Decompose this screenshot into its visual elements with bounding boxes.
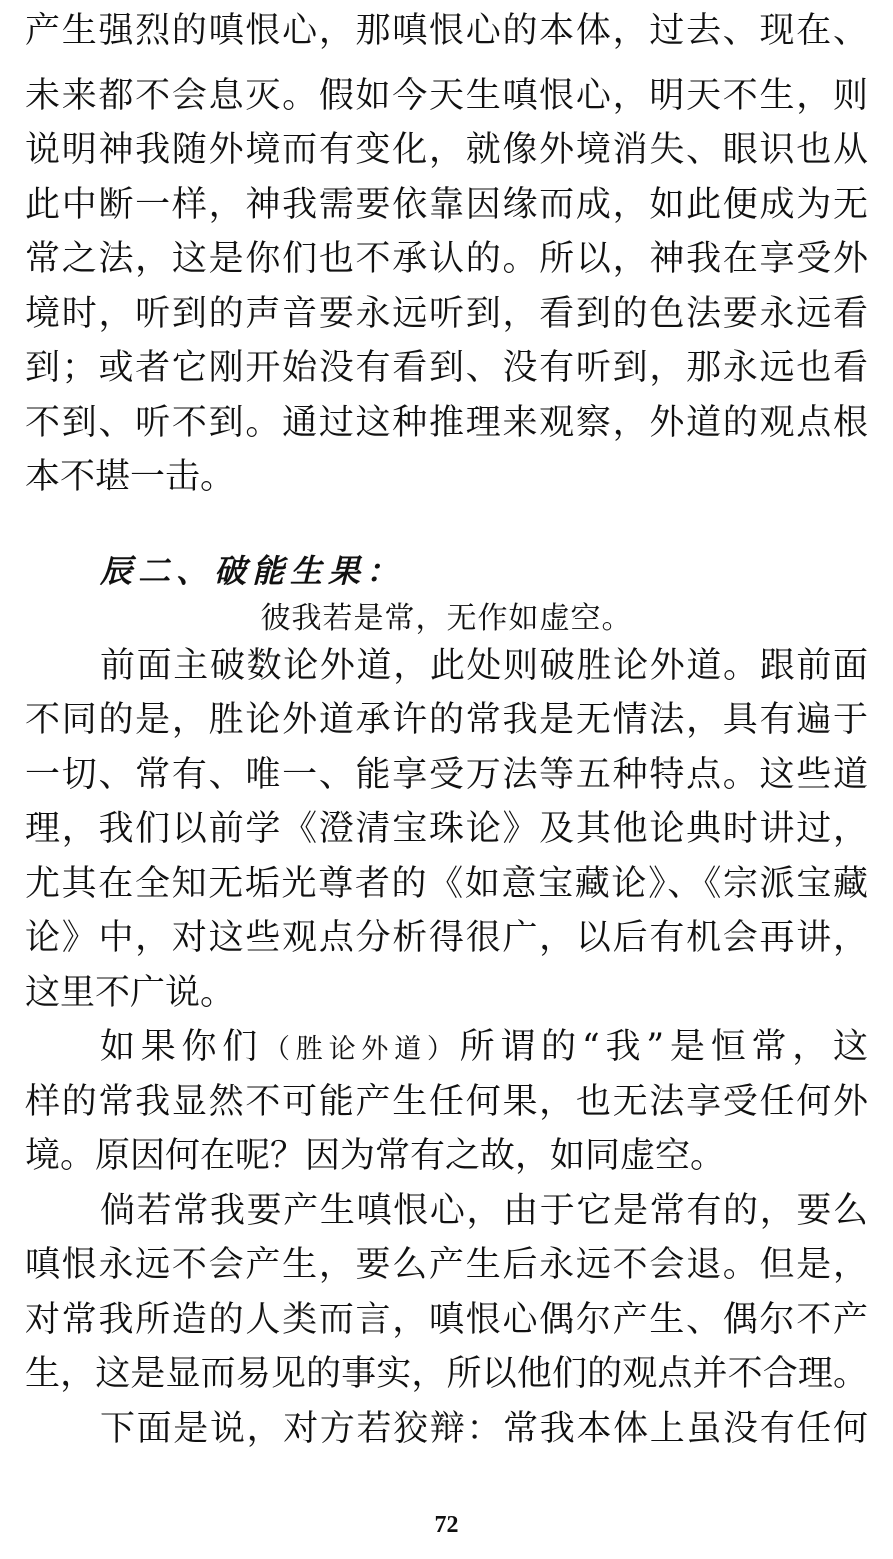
text-line: 常之法，这是你们也不承认的。所以，神我在享受外 <box>25 239 868 279</box>
page-number: 72 <box>434 1512 459 1538</box>
text-line: 嗔恨永远不会产生，要么产生后永远不会退。但是， <box>25 1245 868 1285</box>
text-fragment: 如果你们 <box>100 1027 264 1067</box>
text-line: 尤其在全知无垢光尊者的《如意宝藏论》、《宗派宝藏 <box>25 864 868 904</box>
text-line: 理，我们以前学《澄清宝珠论》及其他论典时讲过， <box>25 809 868 849</box>
text-line: 生，这是显而易见的事实，所以他们的观点并不合理。 <box>25 1354 868 1394</box>
text-line: 未来都不会息灭。假如今天生嗔恨心，明天不生，则 <box>25 76 868 116</box>
text-line: 境时，听到的声音要永远听到，看到的色法要永远看 <box>25 294 868 334</box>
text-line: 这里不广说。 <box>25 973 236 1013</box>
text-line: 说明神我随外境而有变化，就像外境消失、眼识也从 <box>25 130 868 170</box>
section-heading: 辰二、破能生果： <box>100 552 405 590</box>
text-line: 论》中，对这些观点分析得很广，以后有机会再讲， <box>25 918 868 958</box>
text-line: 产生强烈的嗔恨心，那嗔恨心的本体，过去、现在、 <box>25 11 868 51</box>
text-line: 到；或者它刚开始没有看到、没有听到，那永远也看 <box>25 348 868 388</box>
text-line: 本不堪一击。 <box>25 457 236 497</box>
text-line: 下面是说，对方若狡辩：常我本体上虽没有任何 <box>100 1409 868 1449</box>
text-line: 此中断一样，神我需要依靠因缘而成，如此便成为无 <box>25 185 868 225</box>
verse-line: 彼我若是常，无作如虚空。 <box>260 601 633 636</box>
text-line: 样的常我显然不可能产生任何果，也无法享受任何外 <box>25 1082 868 1122</box>
text-line: 一切、常有、唯一、能享受万法等五种特点。这些道 <box>25 755 868 795</box>
text-line: 对常我所造的人类而言，嗔恨心偶尔产生、偶尔不产 <box>25 1300 868 1340</box>
text-line: 境。原因何在呢？因为常有之故，如同虚空。 <box>25 1136 726 1176</box>
parenthetical-note: （胜论外道） <box>263 1034 460 1065</box>
text-line: 不到、听不到。通过这种推理来观察，外道的观点根 <box>25 403 868 443</box>
text-line <box>100 1024 868 1070</box>
text-line: 倘若常我要产生嗔恨心，由于它是常有的，要么 <box>100 1191 868 1231</box>
text-line: 前面主破数论外道，此处则破胜论外道。跟前面 <box>100 646 868 686</box>
text-fragment: 所谓的“我”是恒常，这 <box>459 1027 868 1067</box>
text-line: 不同的是，胜论外道承许的常我是无情法，具有遍于 <box>25 700 868 740</box>
